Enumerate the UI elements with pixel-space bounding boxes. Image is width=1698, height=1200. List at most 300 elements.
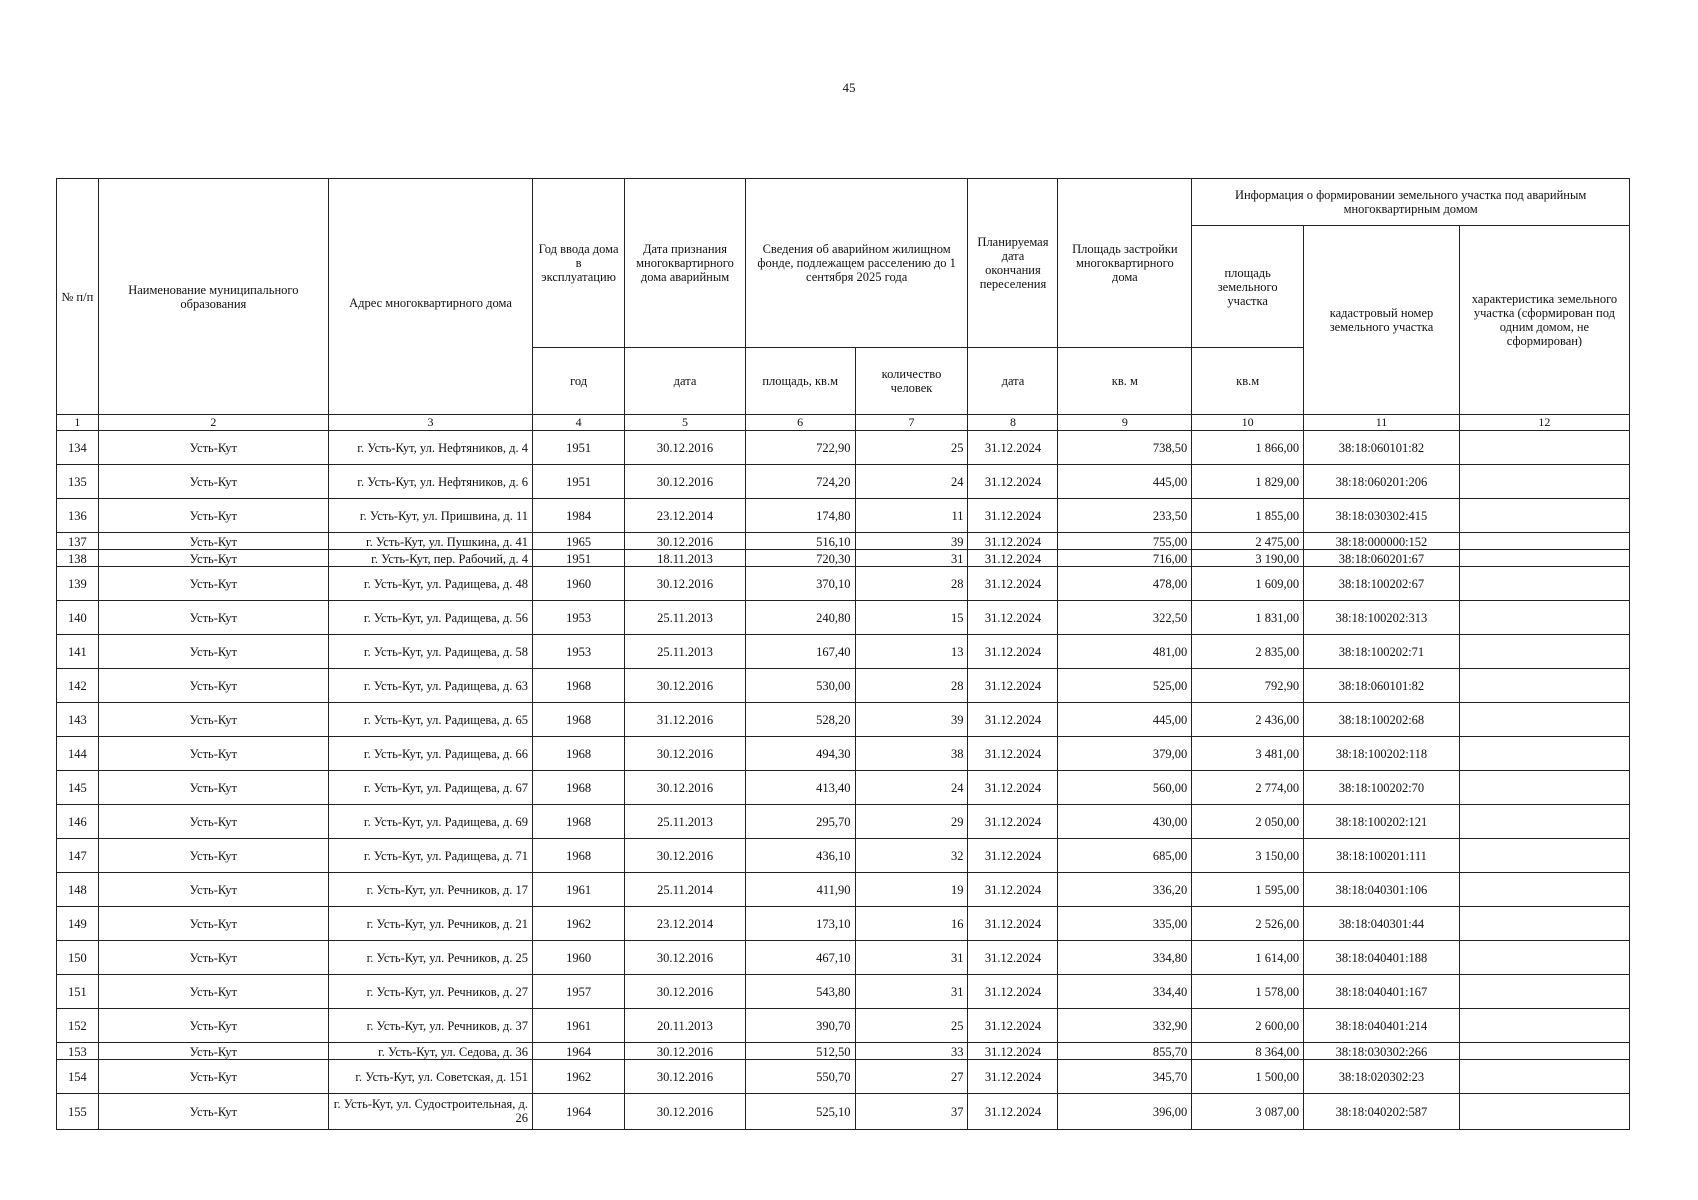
cell-address: г. Усть-Кут, ул. Радищева, д. 71	[329, 839, 533, 873]
cell-building-area: 755,00	[1058, 533, 1192, 550]
cell-building-area: 855,70	[1058, 1043, 1192, 1060]
header-cadastral-number: кадастровый номер земельного участка	[1304, 226, 1460, 415]
cell-building-area: 233,50	[1058, 499, 1192, 533]
cell-address: г. Усть-Кут, ул. Советская, д. 151	[329, 1060, 533, 1094]
cell-cadastral-number: 38:18:030302:415	[1304, 499, 1460, 533]
cell-planned-date: 31.12.2024	[968, 533, 1058, 550]
cell-year: 1965	[533, 533, 625, 550]
cell-land-area: 1 829,00	[1192, 465, 1304, 499]
cell-recognition-date: 23.12.2014	[625, 499, 746, 533]
cell-building-area: 336,20	[1058, 873, 1192, 907]
cell-planned-date: 31.12.2024	[968, 737, 1058, 771]
cell-land-characteristic	[1459, 669, 1629, 703]
table-row	[57, 533, 1630, 550]
table-body	[57, 431, 1630, 1130]
cell-address: г. Усть-Кут, ул. Речников, д. 25	[329, 941, 533, 975]
cell-people: 13	[855, 635, 968, 669]
cell-municipality: Усть-Кут	[98, 1060, 328, 1094]
cell-year: 1968	[533, 703, 625, 737]
cell-land-characteristic	[1459, 567, 1629, 601]
cell-recognition-date: 30.12.2016	[625, 431, 746, 465]
cell-land-area: 2 774,00	[1192, 771, 1304, 805]
cell-planned-date: 31.12.2024	[968, 1043, 1058, 1060]
cell-area: 512,50	[745, 1043, 855, 1060]
cell-municipality: Усть-Кут	[98, 975, 328, 1009]
cell-land-characteristic	[1459, 431, 1629, 465]
cell-number: 148	[57, 873, 99, 907]
header-unit-land-area: кв.м	[1192, 348, 1304, 415]
table-row	[57, 465, 1630, 499]
cell-planned-date: 31.12.2024	[968, 1094, 1058, 1130]
cell-number: 152	[57, 1009, 99, 1043]
cell-land-area: 3 481,00	[1192, 737, 1304, 771]
cell-cadastral-number: 38:18:100202:67	[1304, 567, 1460, 601]
header-address: Адрес многоквартирного дома	[329, 179, 533, 415]
cell-municipality: Усть-Кут	[98, 567, 328, 601]
cell-building-area: 716,00	[1058, 550, 1192, 567]
cell-recognition-date: 25.11.2013	[625, 805, 746, 839]
cell-planned-date: 31.12.2024	[968, 839, 1058, 873]
cell-number: 139	[57, 567, 99, 601]
cell-recognition-date: 25.11.2013	[625, 635, 746, 669]
header-land-area: площадь земельного участка	[1192, 226, 1304, 348]
cell-recognition-date: 30.12.2016	[625, 1094, 746, 1130]
cell-recognition-date: 23.12.2014	[625, 907, 746, 941]
cell-area: 528,20	[745, 703, 855, 737]
cell-land-area: 2 050,00	[1192, 805, 1304, 839]
cell-land-characteristic	[1459, 601, 1629, 635]
cell-building-area: 334,80	[1058, 941, 1192, 975]
cell-people: 24	[855, 465, 968, 499]
cell-municipality: Усть-Кут	[98, 703, 328, 737]
cell-planned-date: 31.12.2024	[968, 873, 1058, 907]
cell-number: 154	[57, 1060, 99, 1094]
cell-number: 136	[57, 499, 99, 533]
cell-area: 173,10	[745, 907, 855, 941]
cell-recognition-date: 30.12.2016	[625, 771, 746, 805]
cell-land-area: 3 190,00	[1192, 550, 1304, 567]
cell-area: 167,40	[745, 635, 855, 669]
cell-area: 413,40	[745, 771, 855, 805]
cell-year: 1962	[533, 1060, 625, 1094]
cell-building-area: 345,70	[1058, 1060, 1192, 1094]
cell-planned-date: 31.12.2024	[968, 907, 1058, 941]
cell-cadastral-number: 38:18:040301:44	[1304, 907, 1460, 941]
cell-recognition-date: 30.12.2016	[625, 465, 746, 499]
table-row	[57, 873, 1630, 907]
cell-recognition-date: 30.12.2016	[625, 1060, 746, 1094]
table-row	[57, 975, 1630, 1009]
cell-area: 516,10	[745, 533, 855, 550]
cell-building-area: 445,00	[1058, 703, 1192, 737]
cell-year: 1951	[533, 465, 625, 499]
table-row	[57, 737, 1630, 771]
cell-land-characteristic	[1459, 1094, 1629, 1130]
cell-number: 141	[57, 635, 99, 669]
cell-building-area: 738,50	[1058, 431, 1192, 465]
cell-people: 31	[855, 941, 968, 975]
cell-municipality: Усть-Кут	[98, 533, 328, 550]
cell-area: 722,90	[745, 431, 855, 465]
cell-building-area: 560,00	[1058, 771, 1192, 805]
cell-planned-date: 31.12.2024	[968, 601, 1058, 635]
cell-cadastral-number: 38:18:040301:106	[1304, 873, 1460, 907]
cell-address: г. Усть-Кут, ул. Радищева, д. 69	[329, 805, 533, 839]
cell-cadastral-number: 38:18:040401:167	[1304, 975, 1460, 1009]
cell-recognition-date: 25.11.2014	[625, 873, 746, 907]
table-row	[57, 839, 1630, 873]
table-row	[57, 941, 1630, 975]
cell-recognition-date: 30.12.2016	[625, 839, 746, 873]
cell-planned-date: 31.12.2024	[968, 465, 1058, 499]
cell-recognition-date: 20.11.2013	[625, 1009, 746, 1043]
cell-recognition-date: 30.12.2016	[625, 975, 746, 1009]
cell-land-area: 3 087,00	[1192, 1094, 1304, 1130]
cell-recognition-date: 30.12.2016	[625, 567, 746, 601]
cell-number: 140	[57, 601, 99, 635]
cell-land-area: 1 614,00	[1192, 941, 1304, 975]
cell-land-characteristic	[1459, 1009, 1629, 1043]
cell-municipality: Усть-Кут	[98, 1009, 328, 1043]
cell-cadastral-number: 38:18:060101:82	[1304, 669, 1460, 703]
cell-address: г. Усть-Кут, ул. Радищева, д. 65	[329, 703, 533, 737]
cell-cadastral-number: 38:18:100201:111	[1304, 839, 1460, 873]
column-number: 8	[968, 415, 1058, 431]
cell-building-area: 525,00	[1058, 669, 1192, 703]
cell-land-area: 1 855,00	[1192, 499, 1304, 533]
table-row	[57, 431, 1630, 465]
cell-year: 1951	[533, 431, 625, 465]
cell-land-characteristic	[1459, 550, 1629, 567]
cell-year: 1962	[533, 907, 625, 941]
cell-number: 147	[57, 839, 99, 873]
header-unit-date: дата	[625, 348, 746, 415]
cell-municipality: Усть-Кут	[98, 499, 328, 533]
cell-planned-date: 31.12.2024	[968, 431, 1058, 465]
cell-address: г. Усть-Кут, ул. Речников, д. 17	[329, 873, 533, 907]
cell-land-characteristic	[1459, 499, 1629, 533]
cell-planned-date: 31.12.2024	[968, 975, 1058, 1009]
cell-address: г. Усть-Кут, ул. Радищева, д. 58	[329, 635, 533, 669]
cell-area: 436,10	[745, 839, 855, 873]
cell-year: 1984	[533, 499, 625, 533]
cell-land-characteristic	[1459, 907, 1629, 941]
cell-recognition-date: 30.12.2016	[625, 941, 746, 975]
cell-address: г. Усть-Кут, ул. Радищева, д. 66	[329, 737, 533, 771]
cell-area: 295,70	[745, 805, 855, 839]
cell-year: 1953	[533, 635, 625, 669]
cell-planned-date: 31.12.2024	[968, 550, 1058, 567]
cell-people: 39	[855, 533, 968, 550]
cell-municipality: Усть-Кут	[98, 839, 328, 873]
cell-municipality: Усть-Кут	[98, 907, 328, 941]
cell-land-characteristic	[1459, 771, 1629, 805]
table-row	[57, 1060, 1630, 1094]
cell-land-area: 1 595,00	[1192, 873, 1304, 907]
cell-number: 149	[57, 907, 99, 941]
column-number: 2	[98, 415, 328, 431]
cell-land-area: 1 609,00	[1192, 567, 1304, 601]
cell-cadastral-number: 38:18:060201:67	[1304, 550, 1460, 567]
cell-number: 138	[57, 550, 99, 567]
cell-cadastral-number: 38:18:100202:121	[1304, 805, 1460, 839]
cell-land-area: 2 526,00	[1192, 907, 1304, 941]
cell-land-characteristic	[1459, 703, 1629, 737]
cell-people: 25	[855, 431, 968, 465]
cell-land-characteristic	[1459, 737, 1629, 771]
cell-number: 146	[57, 805, 99, 839]
cell-municipality: Усть-Кут	[98, 669, 328, 703]
cell-year: 1957	[533, 975, 625, 1009]
cell-land-area: 792,90	[1192, 669, 1304, 703]
cell-recognition-date: 25.11.2013	[625, 601, 746, 635]
cell-building-area: 445,00	[1058, 465, 1192, 499]
header-recognition-date: Дата признания многоквартирного дома аварийным	[625, 179, 746, 348]
cell-building-area: 334,40	[1058, 975, 1192, 1009]
cell-building-area: 685,00	[1058, 839, 1192, 873]
table-row	[57, 601, 1630, 635]
cell-planned-date: 31.12.2024	[968, 941, 1058, 975]
cell-address: г. Усть-Кут, ул. Радищева, д. 56	[329, 601, 533, 635]
cell-land-area: 8 364,00	[1192, 1043, 1304, 1060]
cell-planned-date: 31.12.2024	[968, 567, 1058, 601]
header-year: Год ввода дома в эксплуатацию	[533, 179, 625, 348]
cell-land-area: 2 436,00	[1192, 703, 1304, 737]
cell-address: г. Усть-Кут, ул. Пушкина, д. 41	[329, 533, 533, 550]
cell-municipality: Усть-Кут	[98, 601, 328, 635]
cell-planned-date: 31.12.2024	[968, 1060, 1058, 1094]
cell-building-area: 332,90	[1058, 1009, 1192, 1043]
cell-municipality: Усть-Кут	[98, 550, 328, 567]
cell-municipality: Усть-Кут	[98, 431, 328, 465]
cell-area: 525,10	[745, 1094, 855, 1130]
cell-building-area: 396,00	[1058, 1094, 1192, 1130]
table-row	[57, 635, 1630, 669]
cell-cadastral-number: 38:18:020302:23	[1304, 1060, 1460, 1094]
cell-year: 1968	[533, 771, 625, 805]
cell-address: г. Усть-Кут, ул. Нефтяников, д. 6	[329, 465, 533, 499]
cell-area: 411,90	[745, 873, 855, 907]
column-number: 1	[57, 415, 99, 431]
cell-year: 1961	[533, 873, 625, 907]
cell-year: 1960	[533, 567, 625, 601]
cell-number: 142	[57, 669, 99, 703]
cell-area: 174,80	[745, 499, 855, 533]
header-municipality: Наименование муниципального образования	[98, 179, 328, 415]
cell-number: 145	[57, 771, 99, 805]
table-row	[57, 567, 1630, 601]
cell-municipality: Усть-Кут	[98, 1094, 328, 1130]
cell-recognition-date: 30.12.2016	[625, 737, 746, 771]
column-number: 12	[1459, 415, 1629, 431]
cell-land-area: 2 835,00	[1192, 635, 1304, 669]
cell-land-characteristic	[1459, 1043, 1629, 1060]
cell-number: 151	[57, 975, 99, 1009]
cell-people: 37	[855, 1094, 968, 1130]
cell-cadastral-number: 38:18:100202:118	[1304, 737, 1460, 771]
table-row	[57, 550, 1630, 567]
column-number: 5	[625, 415, 746, 431]
cell-area: 467,10	[745, 941, 855, 975]
cell-cadastral-number: 38:18:060201:206	[1304, 465, 1460, 499]
cell-address: г. Усть-Кут, пер. Рабочий, д. 4	[329, 550, 533, 567]
cell-planned-date: 31.12.2024	[968, 499, 1058, 533]
cell-planned-date: 31.12.2024	[968, 1009, 1058, 1043]
cell-people: 24	[855, 771, 968, 805]
column-number: 11	[1304, 415, 1460, 431]
cell-municipality: Усть-Кут	[98, 873, 328, 907]
cell-land-characteristic	[1459, 873, 1629, 907]
cell-address: г. Усть-Кут, ул. Радищева, д. 63	[329, 669, 533, 703]
cell-land-area: 1 831,00	[1192, 601, 1304, 635]
table-row	[57, 703, 1630, 737]
header-unit-build-area: кв. м	[1058, 348, 1192, 415]
cell-year: 1953	[533, 601, 625, 635]
column-number: 6	[745, 415, 855, 431]
cell-cadastral-number: 38:18:060101:82	[1304, 431, 1460, 465]
cell-year: 1968	[533, 839, 625, 873]
cell-year: 1961	[533, 1009, 625, 1043]
cell-recognition-date: 31.12.2016	[625, 703, 746, 737]
cell-people: 19	[855, 873, 968, 907]
cell-building-area: 335,00	[1058, 907, 1192, 941]
header-unit-area: площадь, кв.м	[745, 348, 855, 415]
cell-people: 33	[855, 1043, 968, 1060]
cell-people: 27	[855, 1060, 968, 1094]
header-unit-plan-date: дата	[968, 348, 1058, 415]
cell-number: 155	[57, 1094, 99, 1130]
cell-land-characteristic	[1459, 839, 1629, 873]
cell-number: 144	[57, 737, 99, 771]
cell-land-characteristic	[1459, 975, 1629, 1009]
cell-cadastral-number: 38:18:100202:70	[1304, 771, 1460, 805]
cell-area: 370,10	[745, 567, 855, 601]
table-row	[57, 499, 1630, 533]
column-number: 7	[855, 415, 968, 431]
cell-recognition-date: 30.12.2016	[625, 1043, 746, 1060]
cell-number: 137	[57, 533, 99, 550]
cell-people: 16	[855, 907, 968, 941]
cell-address: г. Усть-Кут, ул. Радищева, д. 67	[329, 771, 533, 805]
cell-address: г. Усть-Кут, ул. Пришвина, д. 11	[329, 499, 533, 533]
cell-year: 1960	[533, 941, 625, 975]
cell-municipality: Усть-Кут	[98, 941, 328, 975]
cell-address: г. Усть-Кут, ул. Нефтяников, д. 4	[329, 431, 533, 465]
cell-land-area: 1 866,00	[1192, 431, 1304, 465]
table-row	[57, 805, 1630, 839]
table-row	[57, 1009, 1630, 1043]
cell-land-area: 2 475,00	[1192, 533, 1304, 550]
cell-land-area: 1 578,00	[1192, 975, 1304, 1009]
header-land-characteristic: характеристика земельного участка (сформирован под одним домом, не сформирован)	[1459, 226, 1629, 415]
cell-municipality: Усть-Кут	[98, 465, 328, 499]
cell-building-area: 481,00	[1058, 635, 1192, 669]
cell-cadastral-number: 38:18:030302:266	[1304, 1043, 1460, 1060]
cell-land-characteristic	[1459, 635, 1629, 669]
cell-year: 1951	[533, 550, 625, 567]
cell-land-characteristic	[1459, 1060, 1629, 1094]
cell-area: 720,30	[745, 550, 855, 567]
cell-municipality: Усть-Кут	[98, 737, 328, 771]
column-numbers-row	[57, 415, 1630, 431]
cell-people: 15	[855, 601, 968, 635]
cell-number: 143	[57, 703, 99, 737]
cell-municipality: Усть-Кут	[98, 1043, 328, 1060]
cell-area: 543,80	[745, 975, 855, 1009]
table-row	[57, 907, 1630, 941]
table-row	[57, 1043, 1630, 1060]
cell-municipality: Усть-Кут	[98, 771, 328, 805]
cell-land-area: 2 600,00	[1192, 1009, 1304, 1043]
cell-planned-date: 31.12.2024	[968, 635, 1058, 669]
cell-cadastral-number: 38:18:040202:587	[1304, 1094, 1460, 1130]
cell-cadastral-number: 38:18:040401:188	[1304, 941, 1460, 975]
cell-address: г. Усть-Кут, ул. Седова, д. 36	[329, 1043, 533, 1060]
cell-address: г. Усть-Кут, ул. Речников, д. 21	[329, 907, 533, 941]
header-number: № п/п	[57, 179, 99, 415]
cell-building-area: 379,00	[1058, 737, 1192, 771]
cell-area: 494,30	[745, 737, 855, 771]
cell-cadastral-number: 38:18:100202:68	[1304, 703, 1460, 737]
cell-people: 29	[855, 805, 968, 839]
cell-people: 25	[855, 1009, 968, 1043]
table-row	[57, 771, 1630, 805]
cell-recognition-date: 30.12.2016	[625, 533, 746, 550]
header-unit-people: количество человек	[855, 348, 968, 415]
cell-address: г. Усть-Кут, ул. Радищева, д. 48	[329, 567, 533, 601]
cell-cadastral-number: 38:18:000000:152	[1304, 533, 1460, 550]
cell-recognition-date: 30.12.2016	[625, 669, 746, 703]
column-number: 10	[1192, 415, 1304, 431]
cell-number: 150	[57, 941, 99, 975]
cell-year: 1968	[533, 669, 625, 703]
cell-cadastral-number: 38:18:100202:313	[1304, 601, 1460, 635]
column-number: 9	[1058, 415, 1192, 431]
column-number: 4	[533, 415, 625, 431]
header-emergency-fund: Сведения об аварийном жилищном фонде, подлежащем расселению до 1 сентября 2025 года	[745, 179, 968, 348]
cell-area: 240,80	[745, 601, 855, 635]
cell-year: 1968	[533, 737, 625, 771]
cell-planned-date: 31.12.2024	[968, 771, 1058, 805]
cell-planned-date: 31.12.2024	[968, 703, 1058, 737]
cell-land-characteristic	[1459, 941, 1629, 975]
cell-people: 32	[855, 839, 968, 873]
cell-people: 28	[855, 669, 968, 703]
cell-number: 135	[57, 465, 99, 499]
cell-people: 31	[855, 975, 968, 1009]
cell-cadastral-number: 38:18:100202:71	[1304, 635, 1460, 669]
cell-land-area: 1 500,00	[1192, 1060, 1304, 1094]
header-planned-date: Планируемая дата окончания переселения	[968, 179, 1058, 348]
table-row	[57, 1094, 1630, 1130]
cell-building-area: 430,00	[1058, 805, 1192, 839]
cell-year: 1968	[533, 805, 625, 839]
cell-address: г. Усть-Кут, ул. Речников, д. 27	[329, 975, 533, 1009]
header-building-area: Площадь застройки многоквартирного дома	[1058, 179, 1192, 348]
cell-planned-date: 31.12.2024	[968, 669, 1058, 703]
page-number: 45	[842, 80, 856, 95]
cell-recognition-date: 18.11.2013	[625, 550, 746, 567]
cell-address: г. Усть-Кут, ул. Судостроительная, д. 26	[329, 1094, 533, 1130]
cell-year: 1964	[533, 1043, 625, 1060]
table-row	[57, 669, 1630, 703]
cell-building-area: 322,50	[1058, 601, 1192, 635]
cell-people: 11	[855, 499, 968, 533]
header-land-plot-info: Информация о формировании земельного участка под аварийным многоквартирным домом	[1192, 179, 1630, 226]
cell-land-area: 3 150,00	[1192, 839, 1304, 873]
cell-land-characteristic	[1459, 465, 1629, 499]
cell-people: 38	[855, 737, 968, 771]
